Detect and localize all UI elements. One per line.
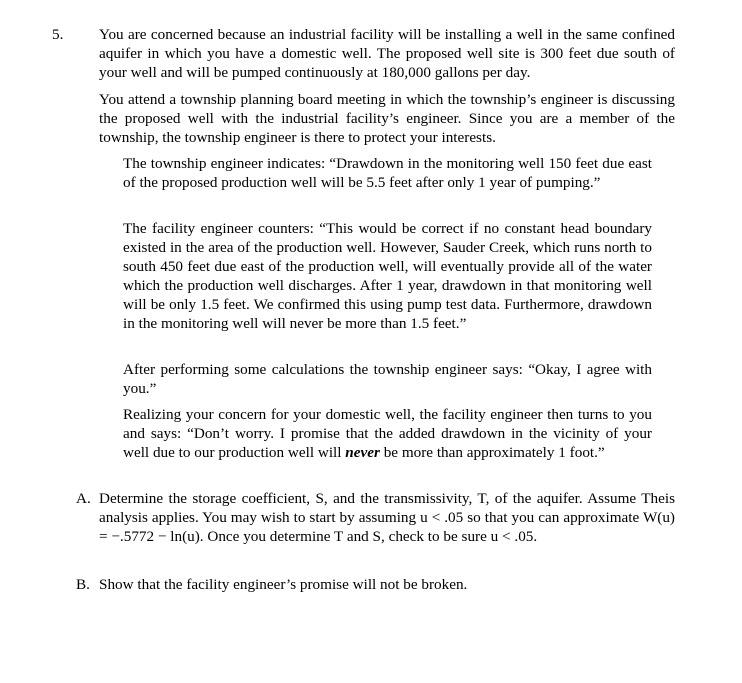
part-a-text: Determine the storage coefficient, S, and the transmissivity, T, of the aquifer. Assume Theis analysis applies. You may wish to start by assuming u < .05 so that you can approximate W(u) = −.5772 − ln(u). Once you determine T and S, check to be sure u < .05.: [99, 490, 675, 545]
promise-emphasis: never: [345, 444, 380, 461]
part-b-text: Show that the facility engineer’s promise will not be broken.: [99, 576, 468, 593]
problem-number: 5.: [52, 26, 64, 43]
part-a-label: A.: [76, 490, 91, 507]
intro-paragraph: You are concerned because an industrial facility will be installing a well in the same confined aquifer in which you have a domestic well. The proposed well site is 300 feet due south of your well and will be pumped continuously at 180,000 gallons per day.: [99, 26, 675, 81]
promise-text-after: be more than approximately 1 foot.”: [379, 444, 605, 461]
township-agree-paragraph: After performing some calculations the township engineer says: “Okay, I agree with you.”: [123, 361, 652, 397]
part-b-label: B.: [76, 576, 90, 593]
promise-text-before: Realizing your concern for your domestic well, the facility engineer then turns to you and says: “Don’t worry. I promise that the added drawdown in the vicinity of your well due to our production well will: [123, 406, 652, 461]
facility-counter-paragraph: The facility engineer counters: “This would be correct if no constant head boundary existed in the area of the production well. However, Sauder Creek, which runs north to south 450 feet due east of the production well, will eventually provide all of the water which the production well discharges. After 1 year, drawdown in that monitoring well will be only 1.5 feet. We confirmed this using pump test data. Furthermore, drawdown in the monitoring well will never be more than 1.5 feet.”: [123, 220, 652, 332]
promise-paragraph: [123, 405, 652, 462]
township-claim-paragraph: The township engineer indicates: “Drawdown in the monitoring well 150 feet due east of the proposed production well will be 5.5 feet after only 1 year of pumping.”: [123, 155, 652, 191]
meeting-paragraph: You attend a township planning board meeting in which the township’s engineer is discussing the proposed well with the industrial facility’s engineer. Since you are a member of the township, the township engineer is there to protect your interests.: [99, 91, 675, 146]
